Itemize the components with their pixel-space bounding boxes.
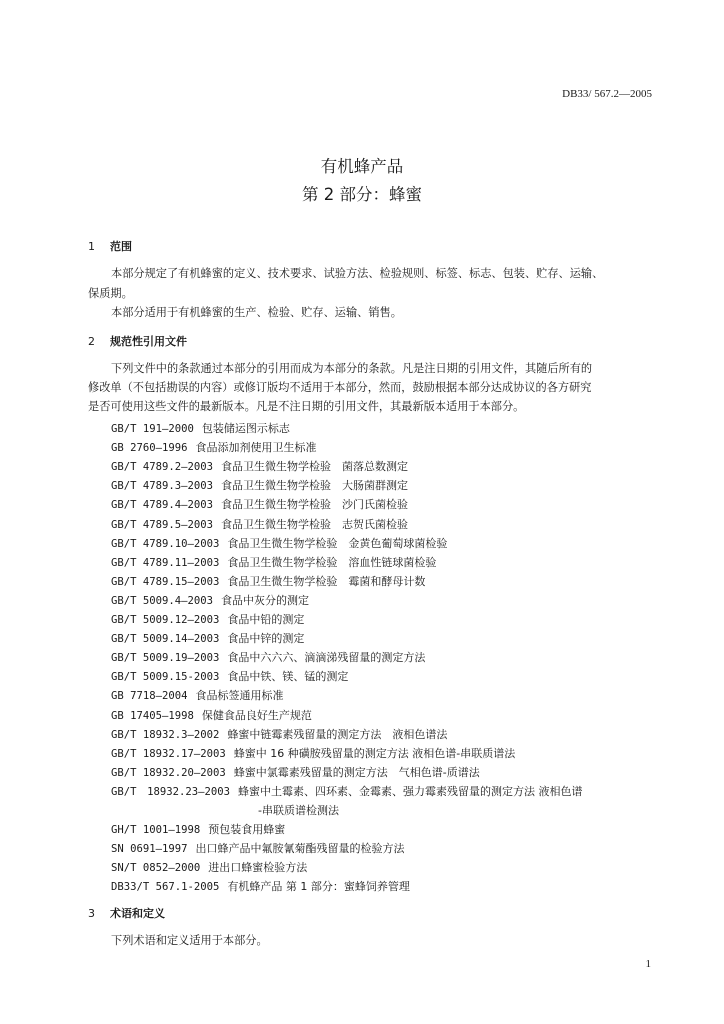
reference-item: [111, 707, 312, 723]
reference-code: DB33/T 567.1-2005: [111, 881, 220, 893]
reference-item: [111, 726, 447, 742]
reference-code: SN/T 0852—2000: [111, 862, 201, 874]
reference-title: 食品卫生微生物学检验 金黄色葡萄球菌检验: [227, 537, 448, 550]
reference-title: 食品卫生微生物学检验 溶血性链球菌检验: [227, 556, 437, 569]
reference-code: GB/T 18932.23—2003: [111, 786, 231, 798]
section-number: 3: [88, 907, 95, 920]
reference-title: 食品卫生微生物学检验 志贺氏菌检验: [221, 518, 409, 531]
reference-title: 食品卫生微生物学检验 沙门氏菌检验: [221, 498, 409, 511]
reference-code: GB 2760—1996: [111, 442, 188, 454]
reference-code: GB/T 4789.5—2003: [111, 519, 214, 531]
section-title: 术语和定义: [110, 907, 165, 920]
paragraph-line: 下列术语和定义适用于本部分。: [111, 934, 268, 947]
reference-title: 食品添加剂使用卫生标准: [195, 441, 317, 454]
reference-code: GB/T 5009.15-2003: [111, 671, 220, 683]
reference-code: GB/T 18932.3—2002: [111, 729, 220, 741]
reference-item: [111, 420, 290, 436]
reference-title: 蜂蜜中 16 种磺胺残留量的测定方法 液相色谱-串联质谱法: [233, 747, 516, 760]
document-title: 有机蜂产品: [320, 157, 404, 176]
section-1-heading: [88, 238, 132, 254]
reference-item: [111, 878, 410, 894]
reference-code: GB 17405—1998: [111, 710, 194, 722]
reference-item: [111, 764, 480, 780]
standard-code: DB33/ 567.2—2005: [562, 88, 652, 100]
paragraph-line: 下列文件中的条款通过本部分的引用而成为本部分的条款。凡是注日期的引用文件，其随后所有的: [111, 362, 593, 375]
reference-item: [111, 458, 408, 474]
reference-title: 食品卫生微生物学检验 菌落总数测定: [221, 460, 409, 473]
reference-title: 蜂蜜中土霉素、四环素、金霉素、强力霉素残留量的测定方法 液相色谱: [238, 785, 583, 798]
reference-code: GB/T 191—2000: [111, 423, 194, 435]
reference-code: GB/T 4789.10—2003: [111, 538, 220, 550]
reference-code: GB/T 5009.19—2003: [111, 652, 220, 664]
paragraph-line: 本部分规定了有机蜂蜜的定义、技术要求、试验方法、检验规则、标签、标志、包装、贮存、运输、: [111, 267, 604, 280]
reference-item: [111, 439, 317, 455]
reference-item: [111, 668, 348, 684]
paragraph-line: 是否可使用这些文件的最新版本。凡是不注日期的引用文件，其最新版本适用于本部分。: [88, 400, 525, 413]
reference-title: 食品标签通用标准: [195, 689, 284, 702]
section-number: 1: [88, 240, 95, 253]
section-title: 范围: [110, 240, 132, 253]
reference-code: GB/T 5009.4—2003: [111, 595, 214, 607]
reference-title: 出口蜂产品中氟胺氰菊酯残留量的检验方法: [195, 842, 405, 855]
reference-title: 包装储运图示标志: [201, 422, 290, 435]
reference-title: 蜂蜜中链霉素残留量的测定方法 液相色谱法: [227, 728, 448, 741]
reference-code: GB/T 18932.17—2003: [111, 748, 226, 760]
reference-code: GB/T 4789.15—2003: [111, 576, 220, 588]
paragraph-line: 保质期。: [88, 287, 133, 300]
section-2-heading: [88, 333, 187, 349]
reference-title: 有机蜂产品 第 1 部分：蜜蜂饲养管理: [227, 880, 410, 893]
reference-code: GB/T 4789.11—2003: [111, 557, 220, 569]
reference-code: GB/T 18932.20—2003: [111, 767, 226, 779]
reference-title: 食品中铁、镁、锰的测定: [227, 670, 349, 683]
reference-item: [111, 554, 436, 570]
section-title: 规范性引用文件: [110, 335, 187, 348]
reference-item: [111, 516, 408, 532]
reference-title: 食品卫生微生物学检验 霉菌和酵母计数: [227, 575, 426, 588]
reference-code: GH/T 1001—1998: [111, 824, 201, 836]
reference-code: GB 7718—2004: [111, 690, 188, 702]
document-subtitle: 第 2 部分：蜂蜜: [302, 185, 422, 204]
reference-title: 食品中灰分的测定: [221, 594, 310, 607]
reference-title: 保健食品良好生产规范: [201, 709, 312, 722]
reference-title: 蜂蜜中氯霉素残留量的测定方法 气相色谱-质谱法: [233, 766, 480, 779]
reference-item: [111, 630, 304, 646]
reference-item: [258, 802, 339, 818]
reference-item: [111, 840, 405, 856]
reference-item: [111, 573, 425, 589]
reference-item: [111, 745, 515, 761]
reference-title: 食品卫生微生物学检验 大肠菌群测定: [221, 479, 409, 492]
reference-item: [111, 496, 408, 512]
reference-title: 进出口蜂蜜检验方法: [208, 861, 308, 874]
reference-code: GB/T 4789.3—2003: [111, 480, 214, 492]
reference-title: 食品中锌的测定: [227, 632, 305, 645]
paragraph-line: 修改单（不包括勘误的内容）或修订版均不适用于本部分，然而，鼓励根据本部分达成协议的各方研究: [88, 381, 592, 394]
reference-title: 食品中铅的测定: [227, 613, 305, 626]
reference-code: GB/T 4789.2—2003: [111, 461, 214, 473]
page-number: 1: [645, 958, 651, 970]
reference-title: 预包装食用蜂蜜: [208, 823, 286, 836]
paragraph-line: 本部分适用于有机蜂蜜的生产、检验、贮存、运输、销售。: [111, 306, 402, 319]
reference-item: [111, 783, 583, 799]
reference-code: GB/T 5009.12—2003: [111, 614, 220, 626]
reference-title: -串联质谱检测法: [258, 804, 339, 817]
reference-item: [111, 611, 304, 627]
reference-item: [111, 687, 284, 703]
reference-code: SN 0691—1997: [111, 843, 188, 855]
reference-item: [111, 859, 307, 875]
reference-title: 食品中六六六、滴滴涕残留量的测定方法: [227, 651, 426, 664]
reference-item: [111, 592, 309, 608]
reference-code: GB/T 5009.14—2003: [111, 633, 220, 645]
reference-item: [111, 535, 447, 551]
section-number: 2: [88, 335, 95, 348]
reference-item: [111, 649, 425, 665]
section-3-heading: [88, 905, 165, 921]
reference-item: [111, 477, 408, 493]
reference-code: GB/T 4789.4—2003: [111, 499, 214, 511]
reference-item: [111, 821, 285, 837]
